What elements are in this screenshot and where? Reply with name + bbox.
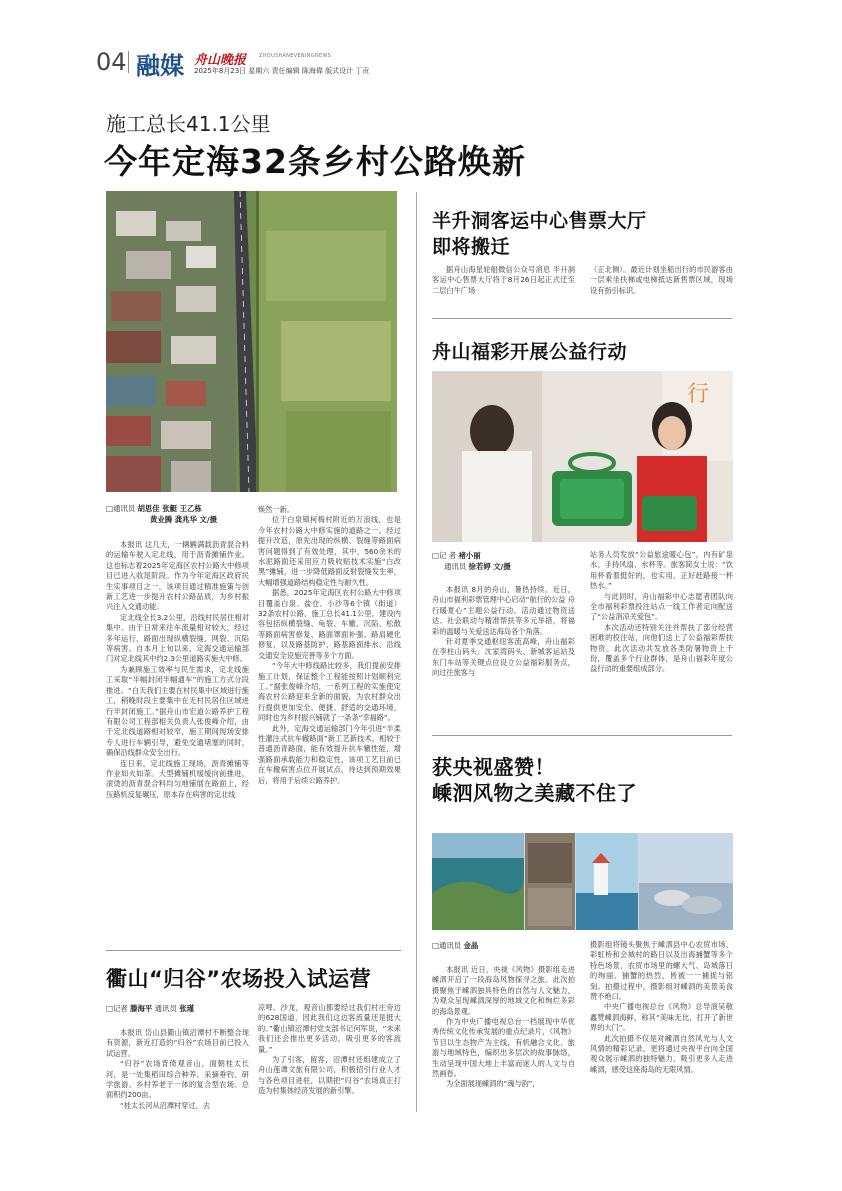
- farm-col1-p3: “桂太长河从沼潭村穿过，去: [120, 1100, 210, 1110]
- main-col-1: [106, 540, 249, 800]
- section-title: 融媒: [136, 51, 184, 80]
- lottery-volunteer-image: [432, 371, 733, 542]
- byline-label: □通讯员: [106, 504, 136, 513]
- cctv-byline: [432, 940, 582, 951]
- farm-headline: 衢山“归谷”农场投入试运营: [106, 967, 372, 991]
- lottery-byline-label-2: 通讯员: [444, 562, 467, 571]
- ticket-headline-1: 半升洞客运中心售票大厅: [432, 210, 647, 232]
- cctv-photo: [432, 833, 733, 930]
- main-col2-p2: 位于白泉镇柯梅村附近的万浪线，也是今年农村公路大中修实施的道路之一。经过提升改造，原先出现的纵横、裂缝等路面病害问题得到了有效处理，其中，560余米的水泥路面还采用应力吸收贴技术实施“白改黑”摊铺，进一步降低路面反射裂缝发生率，大幅增强道路结构稳定性与耐久性。: [258, 515, 401, 587]
- cctv-col2-p1: 摄影组将镜头聚焦于嵊泗县中心农贸市场、彩虹桥和会城村的路日以及出海捕蟹等多个特色场景，农贸市场里的螺大气、岛城落日的绚丽、捕蟹的热烈，皆被一一捕捉与铭刻。拍摄过程中，摄影组对嵊泗的美景美食赞不绝口。: [590, 940, 733, 1002]
- lottery-byline-label-1: □记 者: [432, 551, 457, 560]
- ticket-text-2: （正北侧）。最近计划坐船出行的市民游客由一层乘坐扶梯或电梯抵达新售票区域，现场设有指引标识。: [590, 265, 733, 295]
- main-col2-p3: 据悉，2025年定海区农村公路大中修项目覆盖白泉、盐仓、小沙等6个镇（街道）32条农村公路，施工总长41.1公里。建设内容包括纵横裂缝、龟裂、车辙、沉陷、松散等路面病害修复、路面罩面补强、路肩硬化修复，以及路基防护、路基路面排水、沿线交通安全设施完善等多个方面。: [258, 588, 401, 660]
- farm-byline-name-2: 张瑾: [179, 1004, 195, 1013]
- lottery-col2-p3: 本次活动还特别关注并帮扶了部分经营困难的投注站，向他们送上了公益福彩帮扶物资。此次活动共发放各类防暑物资上千份，覆盖多个行业群体，是舟山福彩年度公益行动的重要组成部分。: [590, 622, 733, 674]
- brand-logo: 舟山晚报: [194, 53, 247, 68]
- farm-byline-name-1: 滕海平: [130, 1004, 153, 1013]
- farm-col2-p2: 为了引客，留客，沼潭村还组建成立了舟山莲谭文旅有限公司，积极招引行业人才与各色项目进驻，以期把“归谷”农场真正打造为村集体经济发展的新引擎。: [258, 1055, 401, 1096]
- lottery-col1-p1: 本报讯 8月的舟山，暑热持续。近日，舟山市福利彩票管理中心启动“航行的公益 舟行暖夏心”主题公益行动。活动通过物资送达、社会联动与精准帮扶等多元举措，将福彩的温暖与关爱送达海岛各个角落。: [432, 585, 575, 636]
- brand-english: ZHOUSHANEVENINGNEWS: [259, 53, 332, 59]
- cctv-col1-p2: 作为中央广播电视总台一档展现中华优秀传统文化传承发展的重点纪录片，《风物》节目以生态物产为主线，有机融合文化、旅游与地域特色，编织出多层次的故事脉络，生动呈现中国大地上丰富而迷人的人文与自然画卷。: [432, 1017, 575, 1079]
- main-col1-p4: 连日来，定北线施工现场，沥青摊铺等作业如火如荼。大型摊铺机缓缓向前推进，滚烫的沥青混合料均匀地铺展在路面上，经压路机反复碾压，原本存在病害的定北线: [106, 758, 249, 799]
- cctv-byline-name: 金晶: [463, 941, 479, 950]
- cctv-col-2: [590, 940, 733, 1075]
- ticket-divider: [432, 318, 732, 319]
- main-col1-p3: 为兼顾施工效率与民生需求，定北线施工采取“半幅封闭半幅通车”的施工方式分段推进。“白天我们主要在村民集中区域进行施工，稍晚时段主要集中在无村民居住区域进行半封闭施工。”据舟山市宏道公路养护工程有限公司工程部相关负责人张俊峰介绍，由于定北线道路相对较窄，施工期间现场安排专人进行车辆引导，避免交通堵塞的同时，确保沿线群众安全出行。: [106, 664, 249, 758]
- farm-col2-p1: 凉啤、沙龙，观音山都要经过我们村庄旁边的628国道，因此我们这边客流量还是挺大的。”衢山镇沼潭村党支部书记何军说，“未来我们还会推出更多活动，吸引更多的客流量。”: [258, 1003, 401, 1054]
- cctv-col1-p1: 本报讯 近日，央视《风物》摄影组走进嵊泗开启了一段海岛风物探寻之旅。此次拍摄聚焦于嵊泗独具特色的自然与人文魅力，为观众呈现嵊泗深厚的地域文化和绚烂多彩的海岛景观。: [432, 965, 575, 1016]
- column-divider: [416, 192, 417, 1112]
- lottery-col1-p2: 针对夏季交通枢纽客流高峰，舟山福彩在李柱山码头、沈家湾码头、新城客运站及东门车站等关键点位设立公益福彩服务点，向过往旅客与: [432, 637, 575, 678]
- cctv-headline-1: 获央视盛赞！: [432, 755, 555, 779]
- main-col-2: [258, 505, 401, 786]
- farm-col1-p2: “归谷”农场背倚观音山，面朝桂太长河，是一处集稻田综合种养、采摘垂钓、研学旅游、乡村养老于一体的复合型农场。总面积约200亩。: [106, 1059, 249, 1100]
- main-byline: [106, 503, 256, 525]
- farm-byline: [106, 1003, 256, 1014]
- main-headline: 今年定海32条乡村公路焕新: [104, 142, 526, 181]
- main-col2-p5: 此外，定海交通运输部门今年引进“半柔性灌注式抗车辙路面”新工艺新技术，相较于普通沥青路面，能有效提升抗车辙性能，增强路面承载能力和稳定性，该项工艺目前已在车辙病害点位开展试点，待达到预期效果后，将用于后续公路养护。: [258, 723, 401, 785]
- farm-col-2: [258, 1003, 401, 1097]
- lottery-byline-name-1: 褚小丽: [458, 551, 481, 560]
- lottery-byline: [432, 550, 582, 572]
- lottery-col-2: [590, 550, 733, 675]
- cctv-byline-label: □通讯员: [432, 941, 462, 950]
- lottery-col-1: [432, 585, 575, 679]
- main-col2-p4: “今年大中修线路比较多，我们提前安排施工计划，保证整个工程能按照计划顺利完工。”据张俊峰介绍，一系列工程的实施使定海农村公路迎来全新的面貌，为农村群众出行提供更加安全、便捷、舒适的交通环境，同时也为乡村振兴铺就了一条条“幸福路”。: [258, 661, 401, 723]
- main-kicker: 施工总长41.1公里: [106, 112, 271, 136]
- farm-top-rule: [106, 950, 401, 951]
- lottery-divider: [432, 735, 732, 736]
- cctv-col1-p3: 为全面展现嵊泗的“魂与韵”，: [446, 1079, 540, 1089]
- cctv-col2-p2: 中央广播电视总台《风物》总导演吴敬鑫赞嵊泗海鲜，称其“美味无比，打开了新世界的大门”。: [590, 1002, 733, 1033]
- lottery-photo: [432, 371, 733, 542]
- cctv-col2-p3: 此次拍摄不仅是对嵊泗自然风光与人文风情的精彩记录，更将通过央视平台向全国观众展示嵊泗的独特魅力，吸引更多人走进嵊泗，感受这座海岛的无限风情。: [590, 1033, 733, 1074]
- cctv-headline-2: 嵊泗风物之美藏不住了: [432, 781, 637, 805]
- main-col1-p1: 本报讯 这几天，一辆辆满载沥青混合料的运输车驶入定北线，用于沥青摊铺作业。这也标志着2025年定海区农村公路大中修项目已进入收尾阶段。作为今年定海区政府民生实事项目之一，该项目通过精准施策与创新工艺进一步提升农村公路品质，为乡村振兴注入交通动能。: [106, 540, 249, 612]
- main-col1-p2: 定北线全长3.2公里，沿线村民居住相对集中。由于日常来往车流量相对较大，经过多年运行，路面出现纵横裂缝、网裂、沉陷等病害。自本月上旬以来，定海交通运输部门对定北线其中约2.3公里道路实施大中修。: [106, 612, 249, 664]
- byline-names-1: 胡思佳 张艇 王乙栋: [137, 504, 202, 513]
- ticket-headline-2: 即将搬迁: [432, 236, 511, 258]
- masthead: [96, 44, 756, 80]
- lottery-col2-p1: 站务人员发放“公益旅途暖心包”，内有矿泉水、手持风扇、水杯等。旅客简女士说：“饮用杯看着挺好的，也实用，正好赶路接一杯热水。”: [590, 550, 733, 591]
- lottery-col2-p2: 与此同时，舟山福彩中心志愿者团队向全市福利彩票投注站点一线工作者定向配送了“公益消凉关爱包”。: [590, 591, 733, 622]
- masthead-divider: [128, 51, 129, 73]
- main-col2-p1: 焕然一新。: [258, 505, 294, 514]
- farm-byline-label-2: 通讯员: [154, 1004, 177, 1013]
- ticket-col-2: [590, 265, 733, 296]
- lottery-headline: 舟山福彩开展公益行动: [432, 341, 628, 363]
- aerial-road-image: [106, 191, 397, 492]
- byline-names-2: 黄业腾 龚兆华 文/摄: [150, 515, 217, 524]
- farm-byline-label-1: □记者: [106, 1004, 128, 1013]
- farm-col-1: [106, 1028, 249, 1111]
- ticket-col-1: [432, 265, 575, 296]
- page-number: 04: [96, 48, 127, 76]
- farm-col1-p1: 本报讯 岱山县衢山镇沼潭村不断整合现有资源，新近打造的“归谷”农场目前已投入试运营。: [106, 1028, 249, 1058]
- lottery-byline-name-2: 徐若婷 文/摄: [468, 562, 511, 571]
- shengsi-collage-image: [432, 833, 733, 930]
- ticket-text-1: 据舟山海星轮船微信公众号消息 半升洞客运中心售票大厅将于8月26日起正式迁至二层白牛广场: [432, 265, 575, 295]
- cctv-col-1: [432, 965, 575, 1090]
- masthead-info: 2025年8月23日 星期六 责任编辑 陈海偉 版式设计 丁贡: [194, 67, 370, 75]
- svg-text:行: 行: [687, 382, 710, 407]
- main-photo: [106, 191, 397, 492]
